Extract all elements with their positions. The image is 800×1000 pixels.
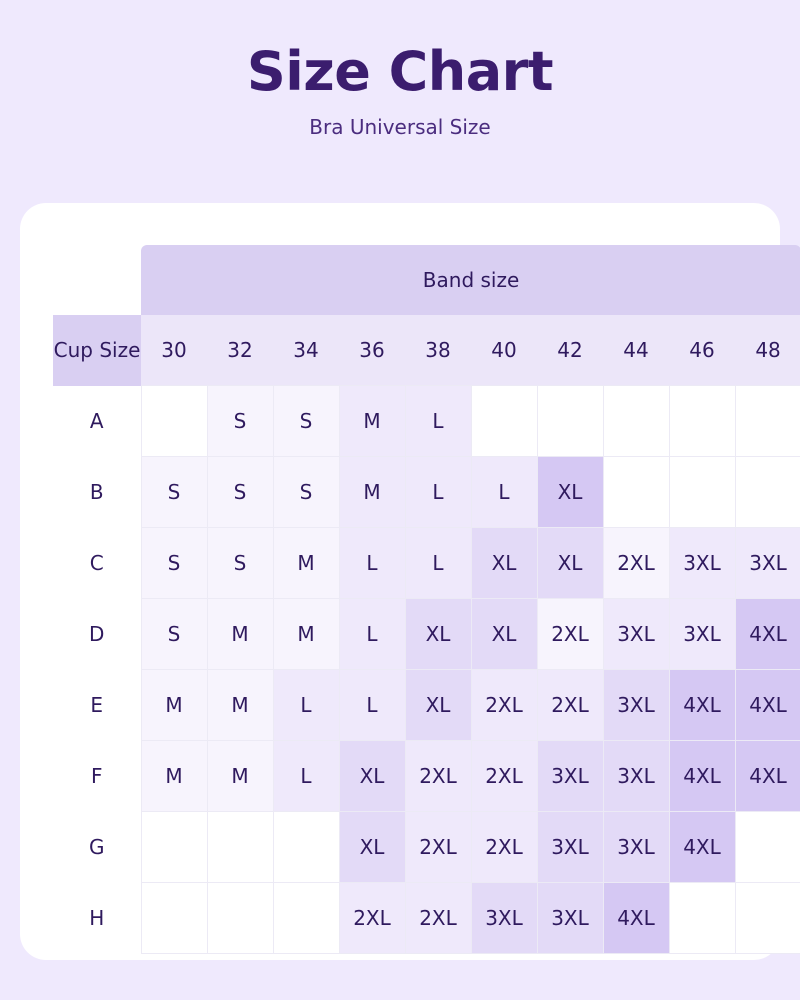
cell-g-32 [207,812,273,883]
cell-f-42: 3XL [537,741,603,812]
band-header-46: 46 [669,315,735,386]
cell-a-36: M [339,386,405,457]
band-header-34: 34 [273,315,339,386]
cell-c-38: L [405,528,471,599]
cup-label-a: A [53,386,141,457]
cell-a-44 [603,386,669,457]
size-table-card [20,203,787,960]
cell-h-44: 4XL [603,883,669,954]
cup-label-c: C [53,528,141,599]
page-header [0,0,800,139]
cell-g-42: 3XL [537,812,603,883]
cell-e-36: L [339,670,405,741]
cell-d-34: M [273,599,339,670]
cell-h-34 [273,883,339,954]
cell-h-42: 3XL [537,883,603,954]
cell-a-42 [537,386,603,457]
cell-g-46: 4XL [669,812,735,883]
column-header-row [53,315,800,386]
corner-blank [53,245,141,315]
cell-g-44: 3XL [603,812,669,883]
cell-b-38: L [405,457,471,528]
cell-b-40: L [471,457,537,528]
cell-a-48 [735,386,800,457]
cell-g-38: 2XL [405,812,471,883]
cell-e-46: 4XL [669,670,735,741]
cup-label-f: F [53,741,141,812]
cell-b-48 [735,457,800,528]
cell-f-46: 4XL [669,741,735,812]
cell-g-48 [735,812,800,883]
cell-f-38: 2XL [405,741,471,812]
cell-b-42: XL [537,457,603,528]
cell-f-48: 4XL [735,741,800,812]
band-header-30: 30 [141,315,207,386]
cell-h-46 [669,883,735,954]
cell-f-34: L [273,741,339,812]
cup-label-e: E [53,670,141,741]
band-header-48: 48 [735,315,800,386]
cell-b-30: S [141,457,207,528]
cell-b-34: S [273,457,339,528]
cell-b-44 [603,457,669,528]
cell-a-40 [471,386,537,457]
page-title: Size Chart [246,40,554,103]
cell-c-36: L [339,528,405,599]
cell-d-40: XL [471,599,537,670]
cell-e-34: L [273,670,339,741]
band-group-row [53,245,800,315]
cell-e-42: 2XL [537,670,603,741]
cell-a-46 [669,386,735,457]
cell-c-48: 3XL [735,528,800,599]
table-row [53,457,800,528]
cell-g-34 [273,812,339,883]
cell-h-32 [207,883,273,954]
cup-size-header: Cup Size [53,315,141,386]
table-row [53,670,800,741]
size-table [53,245,800,954]
band-header-36: 36 [339,315,405,386]
cell-f-40: 2XL [471,741,537,812]
table-row [53,741,800,812]
cell-f-32: M [207,741,273,812]
cup-label-g: G [53,812,141,883]
cell-h-36: 2XL [339,883,405,954]
table-row [53,812,800,883]
cell-d-46: 3XL [669,599,735,670]
cell-b-32: S [207,457,273,528]
table-row [53,599,800,670]
cell-g-40: 2XL [471,812,537,883]
cell-a-32: S [207,386,273,457]
cell-f-36: XL [339,741,405,812]
cell-h-48 [735,883,800,954]
cell-c-32: S [207,528,273,599]
cell-e-38: XL [405,670,471,741]
cell-g-36: XL [339,812,405,883]
cell-h-40: 3XL [471,883,537,954]
cup-label-d: D [53,599,141,670]
cell-a-38: L [405,386,471,457]
cell-h-38: 2XL [405,883,471,954]
cell-c-30: S [141,528,207,599]
cell-e-44: 3XL [603,670,669,741]
cell-d-44: 3XL [603,599,669,670]
band-header-42: 42 [537,315,603,386]
cell-c-34: M [273,528,339,599]
cell-e-32: M [207,670,273,741]
table-header [53,245,800,386]
band-header-44: 44 [603,315,669,386]
table-row [53,386,800,457]
cell-d-48: 4XL [735,599,800,670]
cell-d-36: L [339,599,405,670]
page-subtitle: Bra Universal Size [309,114,491,139]
band-header-40: 40 [471,315,537,386]
table-body [53,386,800,954]
table-row [53,528,800,599]
cell-d-38: XL [405,599,471,670]
cell-f-30: M [141,741,207,812]
table-row [53,883,800,954]
cell-e-40: 2XL [471,670,537,741]
band-size-group-header: Band size [141,245,800,315]
cell-d-42: 2XL [537,599,603,670]
cell-d-32: M [207,599,273,670]
cell-c-42: XL [537,528,603,599]
cell-b-36: M [339,457,405,528]
cell-g-30 [141,812,207,883]
cell-c-46: 3XL [669,528,735,599]
cell-a-34: S [273,386,339,457]
band-header-32: 32 [207,315,273,386]
cell-a-30 [141,386,207,457]
cell-c-40: XL [471,528,537,599]
cell-e-30: M [141,670,207,741]
cell-h-30 [141,883,207,954]
cup-label-b: B [53,457,141,528]
cell-e-48: 4XL [735,670,800,741]
cup-label-h: H [53,883,141,954]
cell-d-30: S [141,599,207,670]
cell-f-44: 3XL [603,741,669,812]
cell-c-44: 2XL [603,528,669,599]
band-header-38: 38 [405,315,471,386]
cell-b-46 [669,457,735,528]
